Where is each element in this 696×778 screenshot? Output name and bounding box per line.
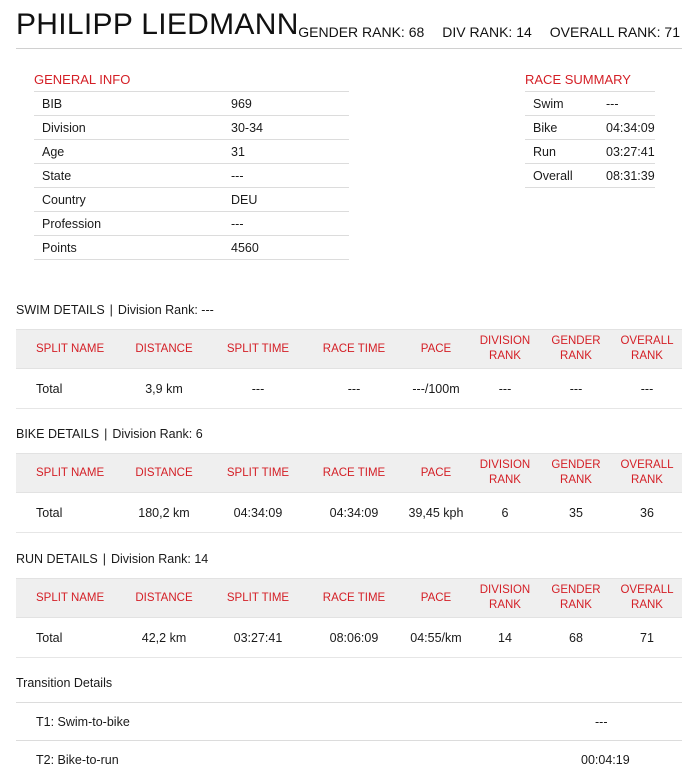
bike-details-title: BIKE DETAILS | Division Rank: 6: [16, 427, 203, 441]
split-name: Total: [16, 618, 118, 658]
summary-label: Swim: [525, 92, 606, 116]
summary-value: 04:34:09: [606, 116, 655, 140]
col-split-time: SPLIT TIME: [210, 579, 306, 618]
info-value: 31: [231, 140, 349, 164]
col-distance: DISTANCE: [118, 579, 210, 618]
gender-rank: GENDER RANK: 68: [298, 24, 424, 40]
summary-label: Overall: [525, 164, 606, 188]
info-row-profession: [34, 212, 349, 236]
summary-value: 03:27:41: [606, 140, 655, 164]
overall-rank: 36: [612, 493, 682, 533]
split-name: Total: [16, 369, 118, 409]
col-split-name: SPLIT NAME: [16, 454, 118, 493]
info-label: Age: [34, 140, 231, 164]
col-gender-rank: GENDER RANK: [540, 330, 612, 369]
distance: 180,2 km: [118, 493, 210, 533]
summary-row-run: [525, 140, 655, 164]
swim-details-label: SWIM DETAILS: [16, 303, 105, 317]
swim-division-rank: Division Rank: ---: [118, 303, 214, 317]
race-summary-title: RACE SUMMARY: [525, 72, 631, 87]
info-value: ---: [231, 212, 349, 236]
race-time: 08:06:09: [306, 618, 402, 658]
division-rank: DIV RANK: 14: [442, 24, 531, 40]
col-distance: DISTANCE: [118, 330, 210, 369]
col-split-name: SPLIT NAME: [16, 579, 118, 618]
summary-label: Run: [525, 140, 606, 164]
col-split-time: SPLIT TIME: [210, 454, 306, 493]
pace: 04:55/km: [402, 618, 470, 658]
race-time: ---: [306, 369, 402, 409]
distance: 3,9 km: [118, 369, 210, 409]
division-rank: 6: [470, 493, 540, 533]
table-header: [16, 330, 682, 369]
transition-time: 00:04:19: [579, 741, 682, 778]
summary-label: Bike: [525, 116, 606, 140]
col-gender-rank: GENDER RANK: [540, 454, 612, 493]
transition-label: T2: Bike-to-run: [16, 741, 579, 778]
info-value: DEU: [231, 188, 349, 212]
info-label: State: [34, 164, 231, 188]
split-time: ---: [210, 369, 306, 409]
info-value: 969: [231, 92, 349, 116]
info-row-bib: [34, 92, 349, 116]
transition-row-t1: [16, 703, 682, 741]
info-value: 30-34: [231, 116, 349, 140]
col-pace: PACE: [402, 330, 470, 369]
general-info-title: GENERAL INFO: [34, 72, 130, 87]
col-overall-rank: OVERALL RANK: [612, 330, 682, 369]
race-summary-table: [525, 91, 655, 188]
table-header: [16, 579, 682, 618]
overall-rank: ---: [612, 369, 682, 409]
col-race-time: RACE TIME: [306, 454, 402, 493]
col-race-time: RACE TIME: [306, 579, 402, 618]
swim-details-table: [16, 329, 682, 409]
pace: 39,45 kph: [402, 493, 470, 533]
col-overall-rank: OVERALL RANK: [612, 579, 682, 618]
col-division-rank: DIVISION RANK: [470, 454, 540, 493]
athlete-header: [16, 0, 682, 49]
division-rank: 14: [470, 618, 540, 658]
bike-details-table: [16, 453, 682, 533]
table-row: [16, 493, 682, 533]
info-label: Country: [34, 188, 231, 212]
transition-time: ---: [579, 703, 682, 741]
table-header: [16, 454, 682, 493]
run-details-title: RUN DETAILS | Division Rank: 14: [16, 552, 208, 566]
split-time: 03:27:41: [210, 618, 306, 658]
col-division-rank: DIVISION RANK: [470, 330, 540, 369]
transition-table: [16, 702, 682, 778]
info-label: Division: [34, 116, 231, 140]
transition-row-t2: [16, 741, 682, 778]
swim-details-title: SWIM DETAILS | Division Rank: ---: [16, 303, 214, 317]
col-overall-rank: OVERALL RANK: [612, 454, 682, 493]
summary-row-overall: [525, 164, 655, 188]
gender-rank: ---: [540, 369, 612, 409]
summary-value: 08:31:39: [606, 164, 655, 188]
run-details-table: [16, 578, 682, 658]
col-pace: PACE: [402, 454, 470, 493]
col-split-time: SPLIT TIME: [210, 330, 306, 369]
bike-details-label: BIKE DETAILS: [16, 427, 99, 441]
summary-row-bike: [525, 116, 655, 140]
info-row-age: [34, 140, 349, 164]
info-value: 4560: [231, 236, 349, 260]
gender-rank: 68: [540, 618, 612, 658]
general-info-table: [34, 91, 349, 260]
info-row-country: [34, 188, 349, 212]
run-details-label: RUN DETAILS: [16, 552, 98, 566]
distance: 42,2 km: [118, 618, 210, 658]
col-pace: PACE: [402, 579, 470, 618]
table-row: [16, 369, 682, 409]
overall-rank: OVERALL RANK: 71: [550, 24, 680, 40]
transition-details-title: Transition Details: [16, 676, 112, 690]
split-name: Total: [16, 493, 118, 533]
run-division-rank: Division Rank: 14: [111, 552, 208, 566]
athlete-name: PHILIPP LIEDMANN: [16, 8, 299, 42]
overall-rank: 71: [612, 618, 682, 658]
info-label: BIB: [34, 92, 231, 116]
summary-value: ---: [606, 92, 655, 116]
col-distance: DISTANCE: [118, 454, 210, 493]
division-rank: ---: [470, 369, 540, 409]
table-row: [16, 618, 682, 658]
col-race-time: RACE TIME: [306, 330, 402, 369]
info-row-division: [34, 116, 349, 140]
info-row-state: [34, 164, 349, 188]
rank-summary: [298, 24, 680, 40]
info-value: ---: [231, 164, 349, 188]
gender-rank: 35: [540, 493, 612, 533]
pace: ---/100m: [402, 369, 470, 409]
col-split-name: SPLIT NAME: [16, 330, 118, 369]
info-label: Points: [34, 236, 231, 260]
bike-division-rank: Division Rank: 6: [112, 427, 202, 441]
col-gender-rank: GENDER RANK: [540, 579, 612, 618]
split-time: 04:34:09: [210, 493, 306, 533]
summary-row-swim: [525, 92, 655, 116]
col-division-rank: DIVISION RANK: [470, 579, 540, 618]
transition-label: T1: Swim-to-bike: [16, 703, 579, 741]
info-label: Profession: [34, 212, 231, 236]
race-time: 04:34:09: [306, 493, 402, 533]
info-row-points: [34, 236, 349, 260]
